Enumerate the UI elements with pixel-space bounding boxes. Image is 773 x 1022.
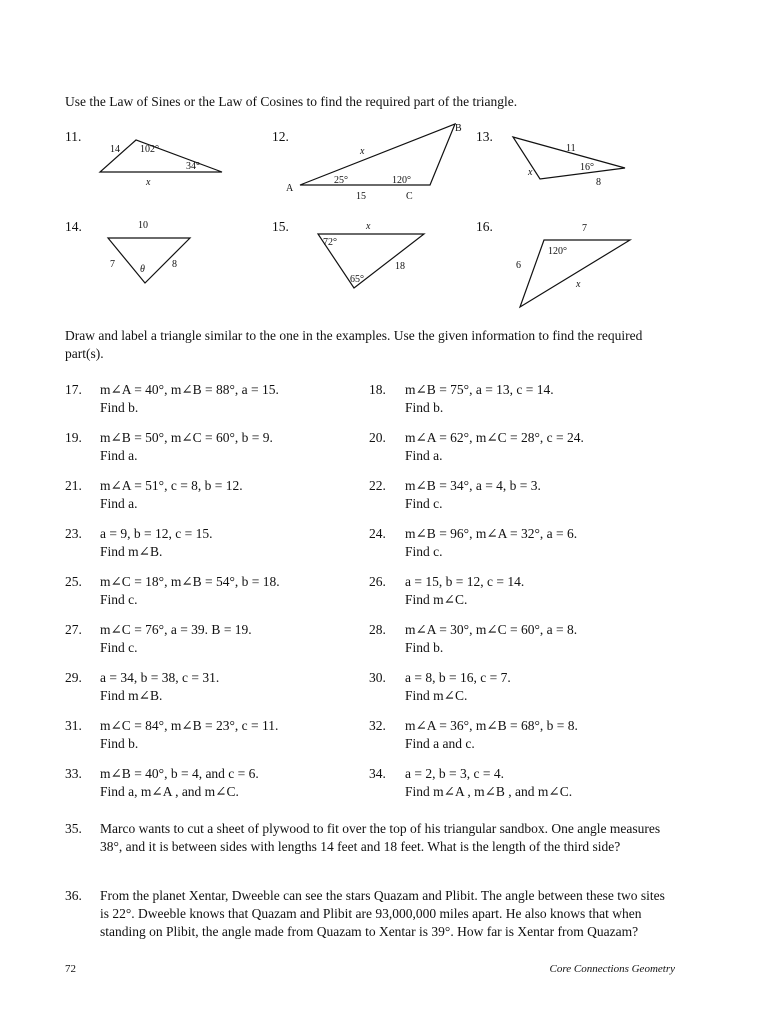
label-14-side-10: 10 [138, 220, 148, 231]
problem-number: 26. [369, 574, 386, 589]
book-title: Core Connections Geometry [549, 963, 675, 975]
label-16-x: x [576, 279, 581, 290]
problem-number: 31. [65, 718, 82, 733]
problem-given: m∠B = 34°, a = 4, b = 3. [405, 478, 541, 493]
section2-instructions: Draw and label a triangle similar to the one in the examples. Use the given information to find the required part(s). [65, 328, 643, 361]
problem-given: a = 34, b = 38, c = 31. [100, 670, 220, 685]
problem-number: 30. [369, 670, 386, 685]
label-16-angle-120: 120° [548, 246, 567, 257]
label-11-angle-34: 34° [186, 161, 200, 172]
label-14-side-8: 8 [172, 259, 177, 270]
problem-number: 33. [65, 766, 82, 781]
problem-number-36: 36. [65, 888, 82, 903]
problem-given: a = 2, b = 3, c = 4. [405, 766, 504, 781]
problem-given: a = 15, b = 12, c = 14. [405, 574, 525, 589]
triangle-14 [108, 238, 190, 283]
label-11-side-14: 14 [110, 144, 120, 155]
triangle-figures [0, 0, 773, 320]
problem-number: 20. [369, 430, 386, 445]
label-13-side-11: 11 [566, 143, 576, 154]
problem-number-35: 35. [65, 821, 82, 836]
problem-find: Find b. [405, 640, 444, 655]
figure-number-14: 14. [65, 219, 82, 234]
label-13-x: x [528, 167, 533, 178]
figure-number-11: 11. [65, 129, 82, 144]
label-11-angle-102: 102° [140, 144, 159, 155]
problem-given: m∠C = 76°, a = 39. B = 19. [100, 622, 252, 637]
problem-number: 32. [369, 718, 386, 733]
problem-find: Find m∠B. [100, 688, 163, 703]
problem-number: 21. [65, 478, 82, 493]
problem-find: Find c. [100, 592, 138, 607]
problem-number: 25. [65, 574, 82, 589]
figure-number-13: 13. [476, 129, 493, 144]
problem-given: m∠B = 50°, m∠C = 60°, b = 9. [100, 430, 273, 445]
problem-given: m∠B = 40°, b = 4, and c = 6. [100, 766, 259, 781]
word-problem-35: Marco wants to cut a sheet of plywood to fit over the top of his triangular sandbox. One angle measures 38°, and it is between sides with lengths 14 feet and 18 feet. What is the length of the third side? [100, 821, 661, 854]
problem-find: Find a. [100, 448, 138, 463]
label-14-side-7: 7 [110, 259, 115, 270]
label-12-B: B [455, 123, 462, 134]
problem-number: 23. [65, 526, 82, 541]
problem-number: 29. [65, 670, 82, 685]
problem-number: 17. [65, 382, 82, 397]
problem-number: 34. [369, 766, 386, 781]
problem-find: Find m∠B. [100, 544, 163, 559]
problem-find: Find c. [405, 544, 443, 559]
figure-number-16: 16. [476, 219, 493, 234]
problem-given: m∠B = 75°, a = 13, c = 14. [405, 382, 554, 397]
problem-find: Find a. [100, 496, 138, 511]
label-14-theta: θ [140, 264, 145, 275]
problem-find: Find c. [100, 640, 138, 655]
problem-find: Find c. [405, 496, 443, 511]
label-15-angle-72: 72° [323, 237, 337, 248]
problem-find: Find a. [405, 448, 443, 463]
problem-given: a = 9, b = 12, c = 15. [100, 526, 213, 541]
problem-find: Find a and c. [405, 736, 475, 751]
problem-find: Find m∠A , m∠B , and m∠C. [405, 784, 573, 799]
label-15-angle-65: 65° [350, 274, 364, 285]
problem-find: Find b. [100, 400, 139, 415]
problem-find: Find m∠C. [405, 592, 468, 607]
problem-find: Find a, m∠A , and m∠C. [100, 784, 239, 799]
label-12-angle-120: 120° [392, 175, 411, 186]
label-13-side-8: 8 [596, 177, 601, 188]
problem-find: Find b. [405, 400, 444, 415]
label-12-x: x [360, 146, 365, 157]
problem-given: m∠A = 51°, c = 8, b = 12. [100, 478, 243, 493]
problem-given: a = 8, b = 16, c = 7. [405, 670, 511, 685]
problem-number: 28. [369, 622, 386, 637]
label-16-side-6: 6 [516, 260, 521, 271]
label-11-x: x [146, 177, 151, 188]
label-15-side-18: 18 [395, 261, 405, 272]
label-13-angle-16: 16° [580, 162, 594, 173]
problem-given: m∠C = 84°, m∠B = 23°, c = 11. [100, 718, 279, 733]
label-12-C: C [406, 191, 413, 202]
problem-number: 18. [369, 382, 386, 397]
problem-given: m∠A = 62°, m∠C = 28°, c = 24. [405, 430, 584, 445]
label-12-A: A [286, 183, 294, 194]
problem-given: m∠A = 36°, m∠B = 68°, b = 8. [405, 718, 578, 733]
problem-given: m∠A = 40°, m∠B = 88°, a = 15. [100, 382, 279, 397]
problem-number: 19. [65, 430, 82, 445]
triangle-16 [520, 240, 630, 307]
problem-find: Find m∠C. [405, 688, 468, 703]
triangle-12 [300, 124, 455, 185]
label-15-x: x [366, 221, 371, 232]
word-problem-36: From the planet Xentar, Dweeble can see the stars Quazam and Plibit. The angle between these two sites is 22°. Dweeble knows that Quazam and Plibit are 93,000,000 miles apart. He also knows that when standing on Plibit, the angle made from Quazam to Xentar is 39°. How far is Xentar from Quazam? [100, 888, 665, 939]
problem-given: m∠C = 18°, m∠B = 54°, b = 18. [100, 574, 280, 589]
problem-given: m∠B = 96°, m∠A = 32°, a = 6. [405, 526, 578, 541]
problem-number: 22. [369, 478, 386, 493]
label-12-angle-25: 25° [334, 175, 348, 186]
label-16-side-7: 7 [582, 223, 587, 234]
problem-number: 24. [369, 526, 386, 541]
page-number: 72 [65, 963, 76, 975]
section1-instructions: Use the Law of Sines or the Law of Cosines to find the required part of the triangle. [65, 94, 518, 109]
figure-number-15: 15. [272, 219, 289, 234]
problem-find: Find b. [100, 736, 139, 751]
label-12-side-15: 15 [356, 191, 366, 202]
figure-number-12: 12. [272, 129, 289, 144]
problem-number: 27. [65, 622, 82, 637]
problem-given: m∠A = 30°, m∠C = 60°, a = 8. [405, 622, 578, 637]
